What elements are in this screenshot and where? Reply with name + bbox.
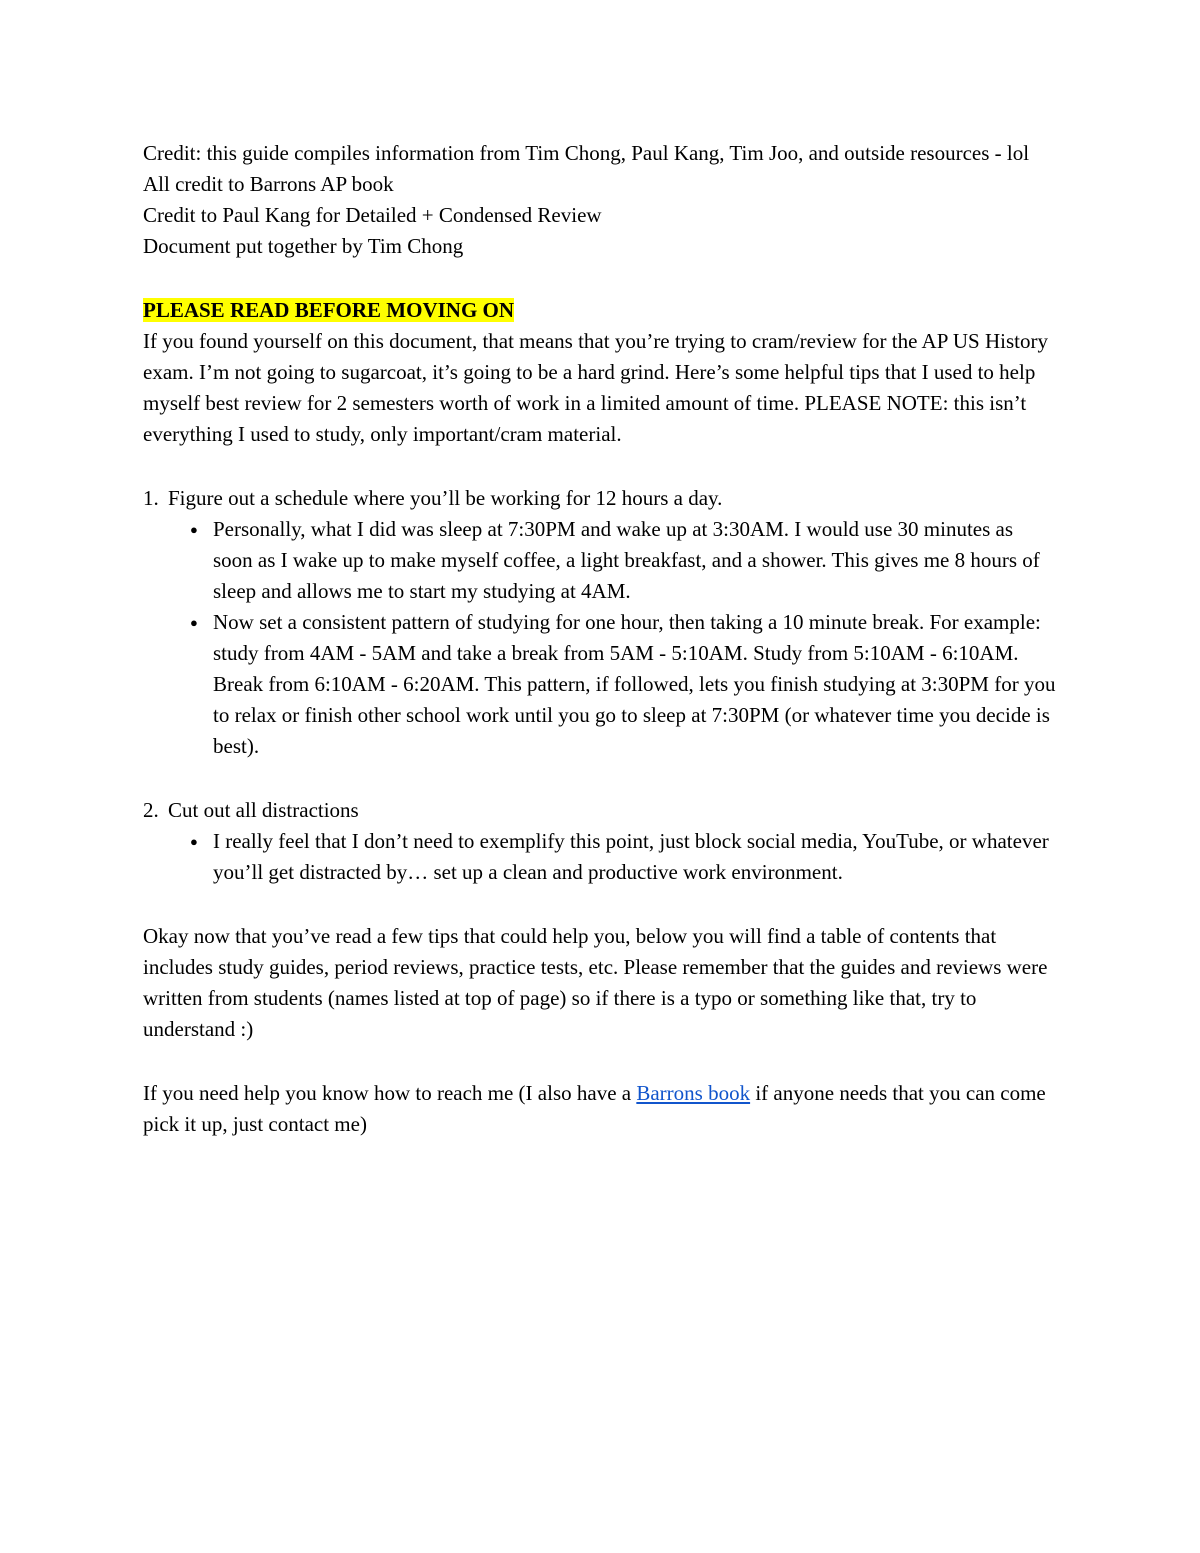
barrons-book-link[interactable]: Barrons book — [636, 1081, 751, 1105]
bullet-item — [143, 514, 1057, 607]
credit-line: All credit to Barrons AP book — [143, 172, 394, 196]
credit-line: Document put together by Tim Chong — [143, 234, 464, 258]
bullet-item — [143, 826, 1057, 888]
contact-text-after-link: if anyone needs that you can come pick it up, just contact me) — [143, 1081, 1046, 1136]
credit-block — [143, 138, 1057, 262]
credit-line: Credit: this guide compiles information from Tim Chong, Paul Kang, Tim Joo, and outside resources - lol — [143, 141, 1030, 165]
bullet-text: I really feel that I don’t need to exemplify this point, just block social media, YouTube, or whatever you’ll get distracted by… set up a clean and productive work environment. — [213, 829, 1049, 884]
spacer — [143, 888, 1057, 921]
tip-2-title-row — [143, 795, 1057, 826]
intro-paragraph: If you found yourself on this document, that means that you’re trying to cram/review for the AP US History exam. I’m not going to sugarcoat, it’s going to be a hard grind. Here’s some helpful tips that I used to help myself best review for 2 semesters worth of work in a limited amount of time. PLEASE NOTE: this isn’t everything I used to study, only important/cram material. — [143, 329, 1048, 446]
tip-2-number: 2. — [143, 798, 159, 822]
spacer — [143, 1045, 1057, 1078]
closing-paragraph: Okay now that you’ve read a few tips that could help you, below you will find a table of contents that includes study guides, period reviews, practice tests, etc. Please remember that the guides and reviews were written from students (names listed at top of page) so if there is a typo or something like that, try to understand :) — [143, 924, 1048, 1041]
spacer — [143, 762, 1057, 795]
spacer — [143, 450, 1057, 483]
contact-text-before-link: If you need help you know how to reach me (I also have a — [143, 1081, 637, 1105]
bullet-text: Personally, what I did was sleep at 7:30PM and wake up at 3:30AM. I would use 30 minutes as soon as I wake up to make myself coffee, a light breakfast, and a shower. This gives me 8 hours of sleep and allows me to start my studying at 4AM. — [213, 517, 1040, 603]
tip-item-2 — [143, 795, 1057, 888]
tip-1-title-row — [143, 483, 1057, 514]
spacer — [143, 262, 1057, 295]
notice-heading-line — [143, 295, 1057, 326]
tip-1-title: Figure out a schedule where you’ll be working for 12 hours a day. — [168, 486, 723, 510]
bullet-item — [143, 607, 1057, 762]
tip-1-number: 1. — [143, 486, 159, 510]
tip-2-title: Cut out all distractions — [168, 798, 359, 822]
credit-line: Credit to Paul Kang for Detailed + Condensed Review — [143, 203, 602, 227]
bullet-icon: ● — [190, 834, 198, 849]
contact-paragraph — [143, 1078, 1057, 1140]
bullet-text: Now set a consistent pattern of studying for one hour, then taking a 10 minute break. For example: study from 4AM - 5AM and take a break from 5AM - 5:10AM. Study from 5:10AM - 6:10AM. Break from 6:10AM - 6:20AM. This pattern, if followed, lets you finish studying at 3:30PM for you to relax or finish other school work until you go to sleep at 7:30PM (or whatever time you decide is best). — [213, 610, 1056, 758]
notice-heading: PLEASE READ BEFORE MOVING ON — [143, 298, 515, 322]
bullet-icon: ● — [190, 522, 198, 537]
bullet-icon: ● — [190, 615, 198, 630]
tip-item-1 — [143, 483, 1057, 762]
